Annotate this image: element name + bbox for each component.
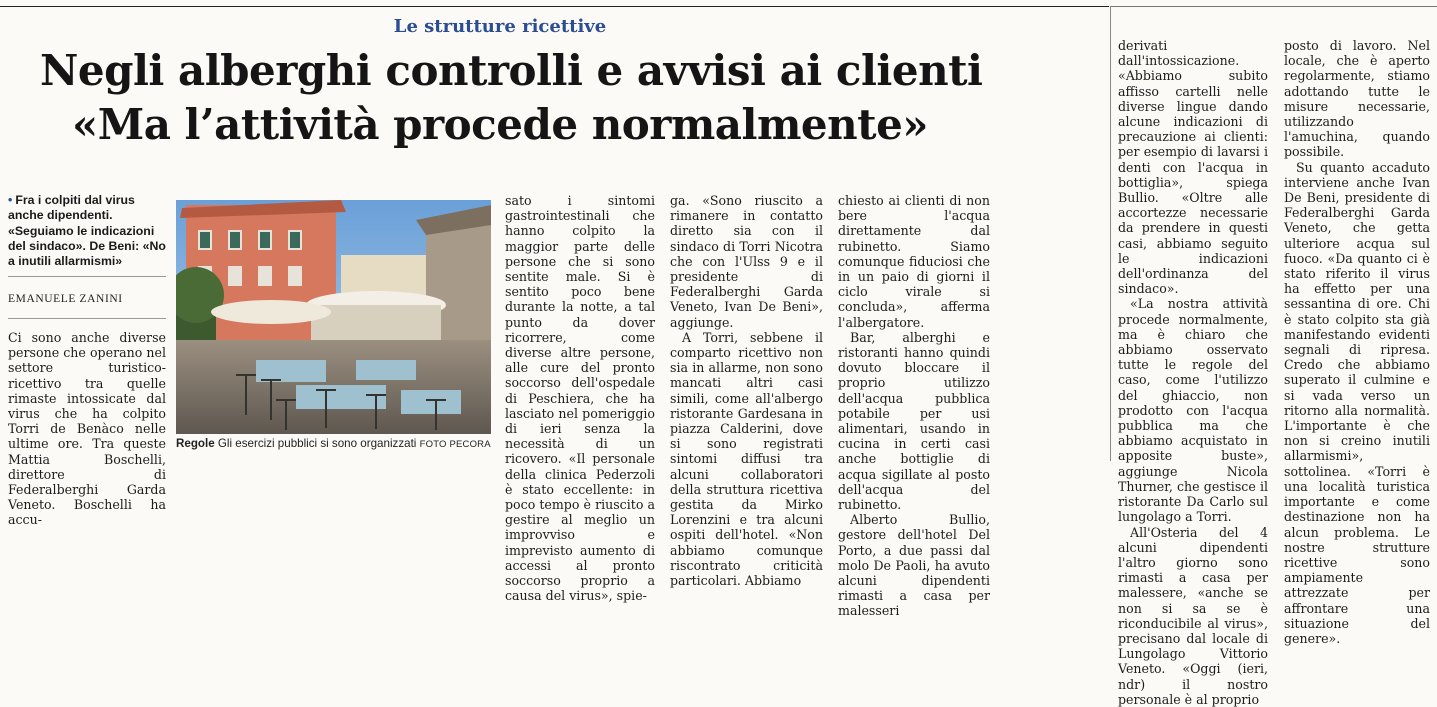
byline-rule-top <box>8 276 166 277</box>
summary-text: Fra i colpiti dal virus anche dipendenti. «Seguiamo le indicazioni del sindaco». De Beni: «No a inutili allarmismi» <box>8 193 166 269</box>
paragraph: Bar, alberghi e ristoranti hanno quindi dovuto bloccare il proprio utilizzo dell'acqua pubblica potabile per usi alimentari, usando in cucina in certi casi anche bottiglie di acqua sigillate al posto dell'acqua del rubinetto. <box>838 329 990 513</box>
caption-text: Gli esercizi pubblici si sono organizzati <box>217 437 417 450</box>
top-rule-right <box>1110 6 1437 7</box>
photo-piazza-torri <box>176 200 491 434</box>
paragraph: chiesto ai clienti di non bere l'acqua direttamente dal rubinetto. Siamo comunque fiduciosi che in un paio di giorni il ciclo virale si concluda», afferma l'albergatore. <box>838 193 990 330</box>
photo-image <box>176 200 491 434</box>
paragraph: Ci sono anche diverse persone che operano nel settore turistico-ricettivo tra quelle rimaste intossicate dal virus che ha colpito Torri de Benàco nelle ultime ore. Tra queste Mattia Boschelli, direttore di Federalberghi Garda Veneto. Boschelli ha accu- <box>8 330 166 528</box>
byline-rule-bottom <box>8 318 166 319</box>
paragraph: derivati dall'intossicazione. «Abbiamo subito affisso cartelli nelle diverse lingue dando alcune indicazioni di precauzione ai clienti: per esempio di lavarsi i denti con l'acqua in bottiglia», spiega Bullio. «Oltre alle accortezze necessarie da prendere in questi casi, abbiamo seguito le indicazioni dell'ordinanza del sindaco». <box>1118 38 1268 297</box>
headline-line-2: «Ma l’attività procede normalmente» <box>71 100 929 149</box>
article-column-1 <box>8 330 166 528</box>
byline: EMANUELE ZANINI <box>8 293 123 305</box>
top-rule <box>0 6 1109 7</box>
headline <box>40 44 983 152</box>
article-column-6 <box>1284 38 1430 646</box>
summary <box>8 193 168 269</box>
paragraph: sato i sintomi gastrointestinali che hanno colpito la maggior parte delle persone che si sono sentite male. Si è sentito poco bene durante la notte, a tal punto da dover ricorrere, come diverse altre persone, alle cure del pronto soccorso dell'ospedale di Peschiera, che ha lasciato nel pomeriggio di ieri senza la necessità di un ricovero. «Il personale della clinica Pederzoli è stato eccellente: in poco tempo è riuscito a gestire al meglio un improvviso e imprevisto aumento di accessi al pronto soccorso proprio a causa del virus», spie- <box>505 193 655 604</box>
paragraph: ga. «Sono riuscito a rimanere in contatto diretto sia con il sindaco di Torri Nicotra che con l'Ulss 9 e il presidente di Federalberghi Garda Veneto, Ivan De Beni», aggiunge. <box>670 193 823 330</box>
paragraph: «La nostra attività procede normalmente, ma è chiaro che abbiamo osservato tutte le regole del caso, come l'utilizzo del ghiaccio, non prodotto con l'acqua pubblica ma che abbiamo acquistato in apposite buste», aggiunge Nicola Thurner, che gestisce il ristorante Da Carlo sul lungolago a Torri. <box>1118 296 1268 525</box>
section-kicker: Le strutture ricettive <box>393 16 607 37</box>
article-column-5 <box>1118 38 1268 707</box>
photo-credit: FOTO PECORA <box>419 439 491 450</box>
article-column-3 <box>670 193 823 588</box>
paragraph: posto di lavoro. Nel locale, che è aperto regolarmente, stiamo adottando tutte le misure necessarie, utilizzando l'amuchina, quando possibile. <box>1284 38 1430 160</box>
paragraph: All'Osteria del 4 alcuni dipendenti l'altro giorno sono rimasti a casa per malessere, «anche se non si sa se è riconducibile al virus», precisano dal locale di Lungolago Vittorio Veneto. «Oggi (ieri, ndr) il nostro personale è al proprio <box>1118 524 1268 707</box>
headline-line-1: Negli alberghi controlli e avvisi ai clienti <box>40 46 983 95</box>
bullet-icon: • <box>8 193 13 207</box>
photo-caption <box>176 437 496 450</box>
article-column-4 <box>838 193 990 619</box>
article-column-2 <box>505 193 655 603</box>
paragraph: Su quanto accaduto interviene anche Ivan De Beni, presidente di Federalberghi Garda Veneto, che getta ulteriore acqua sul fuoco. «Da quanto ci è stato riferito il virus ha effetto per una sessantina di ore. Chi è stato colpito sta già manifestando evidenti segnali di ripresa. Credo che abbiamo superato il culmine e si vada verso un ritorno alla normalità. L'importante è che non si creino inutili allarmismi», sottolinea. «Torri è una località turistica importante e come destinazione non ha alcun problema. Le nostre strutture ricettive sono ampiamente attrezzate per affrontare una situazione del genere». <box>1284 159 1430 646</box>
caption-label: Regole <box>176 437 215 450</box>
column-divider <box>1110 6 1111 461</box>
paragraph: A Torri, sebbene il comparto ricettivo non sia in allarme, non sono mancati altri casi simili, come all'albergo ristorante Gardesana in piazza Calderini, dove si sono registrati sintomi diffusi tra alcuni collaboratori della struttura ricettiva gestita da Mirko Lorenzini e tra alcuni ospiti dell'hotel. «Non abbiamo comunque riscontrato criticità particolari. Abbiamo <box>670 329 823 589</box>
paragraph: Alberto Bullio, gestore dell'hotel Del Porto, a due passi dal molo De Paoli, ha avuto alcuni dipendenti rimasti a casa per malesseri <box>838 512 990 619</box>
